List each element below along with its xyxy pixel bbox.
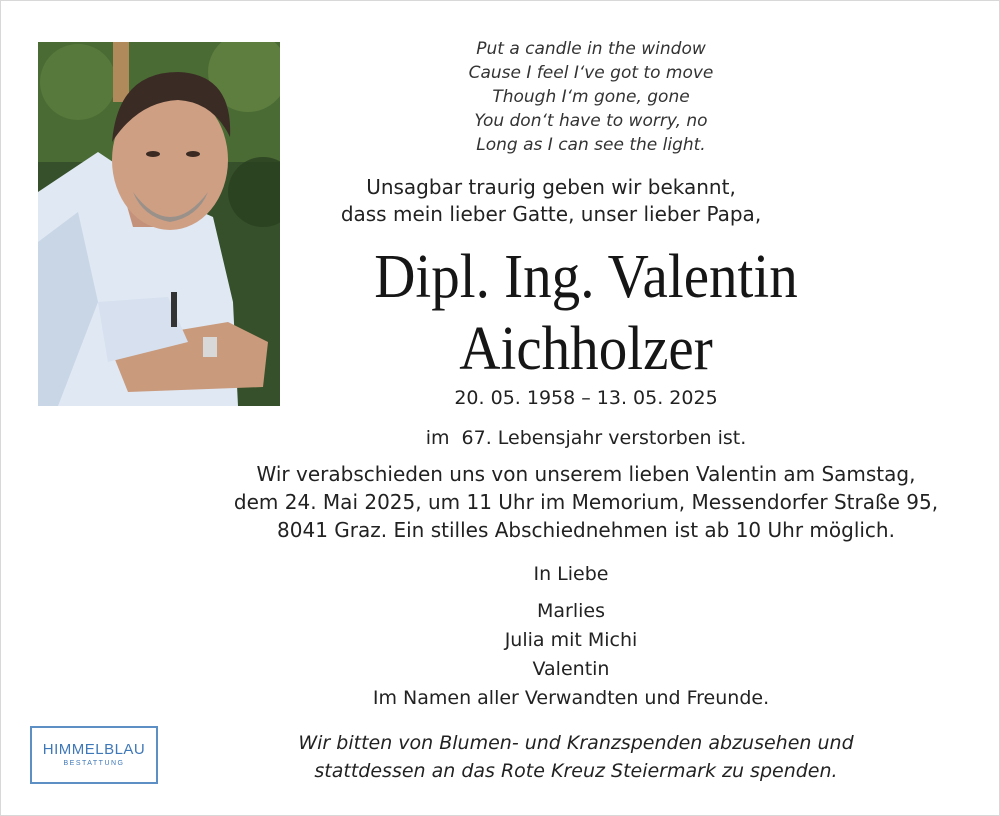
name-line-2: Aichholzer [459,315,713,383]
name-line-1: Dipl. Ing. Valentin [374,243,798,311]
funeral-line: dem 24. Mai 2025, um 11 Uhr im Memorium, Messendorfer Straße 95, [233,490,939,514]
mourner-name: Marlies [537,600,605,622]
intro-line: Unsagbar traurig geben wir bekannt, [366,175,736,199]
age-statement: im 67. Lebensjahr verstorben ist. [425,427,747,449]
poem-line: Though I‘m gone, gone [492,87,690,107]
poem-line: Long as I can see the light. [476,135,706,155]
closing-line: Wir bitten von Blumen- und Kranzspenden abzusehen und [298,732,854,754]
funeral-home-logo [30,726,158,784]
donation-request [231,729,921,785]
mourner-name: Julia mit Michi [504,629,638,651]
funeral-line: 8041 Graz. Ein stilles Abschiednehmen ist ab 10 Uhr möglich. [277,518,895,542]
life-dates: 20. 05. 1958 – 13. 05. 2025 [454,387,718,409]
closing-line: stattdessen an das Rote Kreuz Steiermark zu spenden. [314,760,838,782]
logo-wordmark: HIMMELBLAU [42,741,146,758]
poem-line: Put a candle in the window [476,39,706,59]
in-love-line: In Liebe [533,563,609,585]
mourner-name: Valentin [532,658,610,680]
intro-line: dass mein lieber Gatte, unser lieber Papa, [340,202,762,226]
poem-line: You don‘t have to worry, no [474,111,708,131]
funeral-details [191,460,981,544]
mourners-list [331,597,811,713]
deceased-name [305,241,866,385]
poem-line: Cause I feel I‘ve got to move [468,63,714,83]
announcement-intro [291,174,811,228]
funeral-line: Wir verabschieden uns von unserem lieben Valentin am Samstag, [256,462,916,486]
mourner-name: Im Namen aller Verwandten und Freunde. [372,687,770,709]
logo-subtitle: BESTATTUNG [63,760,125,767]
poem-verse [381,37,801,157]
portrait-photo [38,42,280,406]
